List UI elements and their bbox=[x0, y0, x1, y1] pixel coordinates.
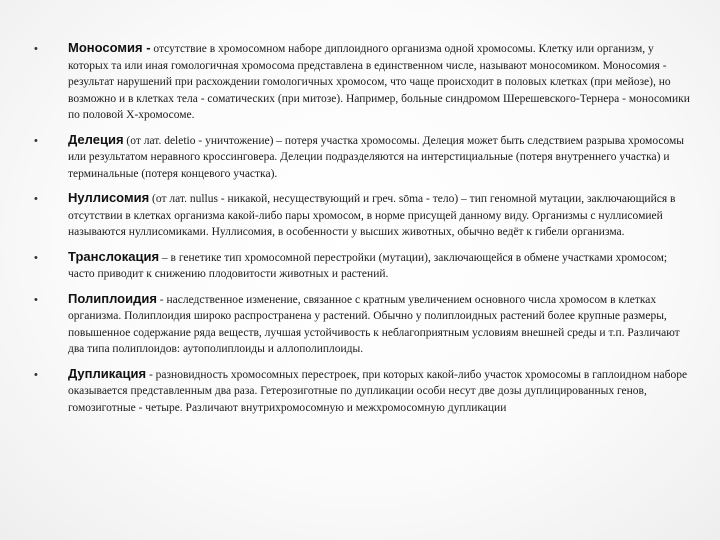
bullet-icon: • bbox=[34, 251, 38, 264]
definition-duplication: - разновидность хромосомных перестроек, при которых какой-либо участок хромосомы в гаплоидном наборе оказывается представленным два раза. Гетерозиготные по дупликации особи несут две дозы дуплицированных генов, гомозиготные - четыре. Различают внутрихромосомную и межхромосомную дупликации bbox=[68, 368, 688, 414]
bullet-icon: • bbox=[34, 293, 38, 306]
definition-translocation: – в генетике тип хромосомной перестройки (мутации), заключающейся в обмене участками хромосом; часто приводит к снижению плодовитости животных и растений. bbox=[68, 251, 668, 280]
list-item-polyploidy bbox=[30, 291, 690, 358]
list-item-deletion bbox=[30, 132, 690, 183]
term-duplication: Дупликация bbox=[68, 365, 147, 381]
definition-polyploidy: - наследственное изменение, связанное с кратным увеличением основного числа хромосом в клетках организма. Полиплоидия широко распространена у растений. Обычно у полиплоидных растений более крупные размеры, повышенное содержание ряда веществ, лучшая устойчивость к неблагоприятным условиям внешней среды и т.п. Различают два типа полиплоидов: аутополиплоиды и аллополиплоиды. bbox=[68, 293, 680, 355]
list-item-nullisomy bbox=[30, 190, 690, 241]
bullet-icon: • bbox=[34, 134, 38, 147]
list-item-monosomy bbox=[30, 40, 690, 124]
term-polyploidy: Полиплоидия bbox=[68, 290, 157, 306]
term-deletion: Делеция bbox=[68, 131, 124, 147]
list-item-translocation bbox=[30, 249, 690, 283]
bullet-icon: • bbox=[34, 193, 38, 205]
term-translocation: Транслокация bbox=[68, 248, 160, 264]
definition-deletion: (от лат. deletio - уничтожение) – потеря участка хромосомы. Делеция может быть следствием разрыва хромосомы или результатом неравного кроссинговера. Делеции подразделяются на интерстициальные (потеря внутреннего участка) и терминальные (потеря концевого участка). bbox=[68, 134, 684, 180]
definitions-list bbox=[30, 40, 690, 424]
term-nullisomy: Нуллисомия bbox=[68, 190, 150, 205]
definition-monosomy: отсутствие в хромосомном наборе диплоидного организма одной хромосомы. Клетку или организм, у которых та или иная гомологичная хромосома представлена в единственном числе, называют моносомиком. Моносомия - результат нарушений при расхождении гомологичных хромосом, что чаще происходит в половых клетках (при мейозе), но возможно и в клетках тела - соматических (при митозе). Например, больные синдромом Шерешевского-Тернера - моносомики по половой Х-хромосоме. bbox=[68, 43, 690, 121]
definition-nullisomy: (от лат. nullus - никакой, несуществующий и греч. sōma - тело) – тип геномной мутации, заключающийся в отсутствии в клетках организма какой-либо пары хромосом, в норме присущей данному виду. Организмы с нуллисомией называются нуллисомиками. Нуллисомия, в особенности у высших животных, обычно ведёт к гибели организма. bbox=[68, 193, 676, 238]
list-item-duplication bbox=[30, 366, 690, 417]
bullet-icon: • bbox=[34, 43, 38, 55]
term-monosomy: Моносомия - bbox=[68, 40, 151, 55]
bullet-icon: • bbox=[34, 368, 38, 381]
